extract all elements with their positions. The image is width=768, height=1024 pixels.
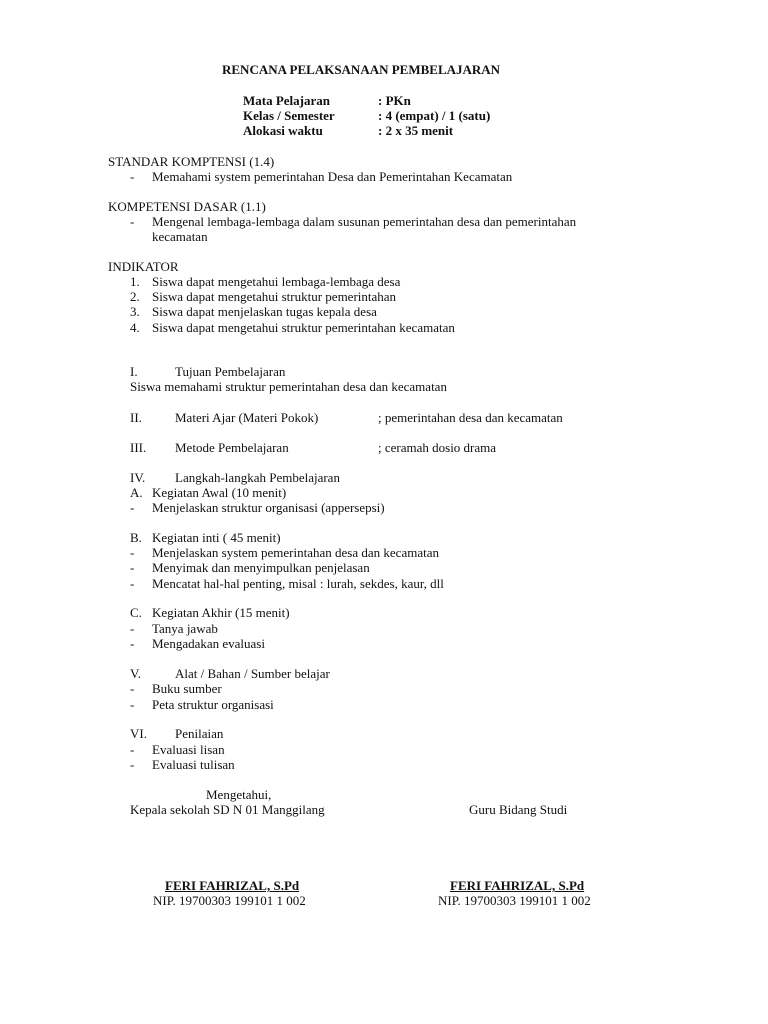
list-item: Mencatat hal-hal penting, misal : lurah, sekdes, kaur, dll [152,576,444,591]
mengetahui-label: Mengetahui, [206,787,272,802]
indikator-item: Siswa dapat mengetahui struktur pemerintahan kecamatan [152,320,455,335]
dash-bullet: - [130,757,135,772]
signer-name-right: FERI FAHRIZAL, S.Pd [450,878,585,893]
section-number: II. [130,410,142,425]
dash-bullet: - [130,681,135,696]
info-label: Alokasi waktu [243,123,323,138]
standar-kompetensi-heading: STANDAR KOMPTENSI (1.4) [108,154,275,169]
signer-nip-left: NIP. 19700303 199101 1 002 [153,893,306,908]
section-number: V. [130,666,141,681]
kd-item-line2: kecamatan [152,229,208,244]
section-number: VI. [130,726,147,741]
kompetensi-dasar-heading: KOMPETENSI DASAR (1.1) [108,199,266,214]
section-number: IV. [130,470,146,485]
dash-bullet: - [130,576,135,591]
list-item: Evaluasi lisan [152,742,225,757]
dash-bullet: - [130,169,135,184]
dash-bullet: - [130,560,135,575]
subsection-title: Kegiatan Akhir (15 menit) [152,605,290,620]
indikator-item: Siswa dapat mengetahui lembaga-lembaga desa [152,274,401,289]
signer-nip-right: NIP. 19700303 199101 1 002 [438,893,591,908]
dash-bullet: - [130,500,135,515]
section-number: I. [130,364,138,379]
list-item: Evaluasi tulisan [152,757,235,772]
document-title: RENCANA PELAKSANAAN PEMBELAJARAN [222,62,501,77]
section-value: ; pemerintahan desa dan kecamatan [378,410,563,425]
info-value: : PKn [378,93,411,108]
dash-bullet: - [130,214,135,229]
subsection-letter: B. [130,530,142,545]
list-number: 1. [130,274,140,289]
section-number: III. [130,440,147,455]
section-title: Penilaian [175,726,224,741]
info-label: Kelas / Semester [243,108,335,123]
list-item: Peta struktur organisasi [152,697,274,712]
list-item: Mengadakan evaluasi [152,636,265,651]
section-title: Alat / Bahan / Sumber belajar [175,666,330,681]
info-label: Mata Pelajaran [243,93,331,108]
dash-bullet: - [130,545,135,560]
list-number: 4. [130,320,140,335]
subsection-title: Kegiatan inti ( 45 menit) [152,530,281,545]
section-title: Langkah-langkah Pembelajaran [175,470,340,485]
signer-name-left: FERI FAHRIZAL, S.Pd [165,878,300,893]
kepala-sekolah-role: Kepala sekolah SD N 01 Manggilang [130,802,325,817]
section-text: Siswa memahami struktur pemerintahan desa dan kecamatan [130,379,447,394]
section-title: Tujuan Pembelajaran [175,364,286,379]
list-item: Buku sumber [152,681,222,696]
dash-bullet: - [130,621,135,636]
kd-item-line1: Mengenal lembaga-lembaga dalam susunan pemerintahan desa dan pemerintahan [152,214,577,229]
section-title: Materi Ajar (Materi Pokok) [175,410,319,425]
section-value: ; ceramah dosio drama [378,440,497,455]
subsection-letter: C. [130,605,142,620]
subsection-letter: A. [130,485,143,500]
list-item: Menjelaskan system pemerintahan desa dan kecamatan [152,545,439,560]
section-title: Metode Pembelajaran [175,440,289,455]
dash-bullet: - [130,697,135,712]
list-number: 2. [130,289,140,304]
dash-bullet: - [130,742,135,757]
indikator-item: Siswa dapat menjelaskan tugas kepala desa [152,304,377,319]
indikator-heading: INDIKATOR [108,259,179,274]
info-value: : 2 x 35 menit [378,123,454,138]
sk-item: Memahami system pemerintahan Desa dan Pemerintahan Kecamatan [152,169,513,184]
dash-bullet: - [130,636,135,651]
info-value: : 4 (empat) / 1 (satu) [378,108,491,123]
subsection-title: Kegiatan Awal (10 menit) [152,485,287,500]
list-item: Tanya jawab [152,621,218,636]
list-item: Menjelaskan struktur organisasi (appersepsi) [152,500,385,515]
guru-role: Guru Bidang Studi [469,802,568,817]
indikator-item: Siswa dapat mengetahui struktur pemerintahan [152,289,397,304]
list-item: Menyimak dan menyimpulkan penjelasan [152,560,370,575]
list-number: 3. [130,304,140,319]
